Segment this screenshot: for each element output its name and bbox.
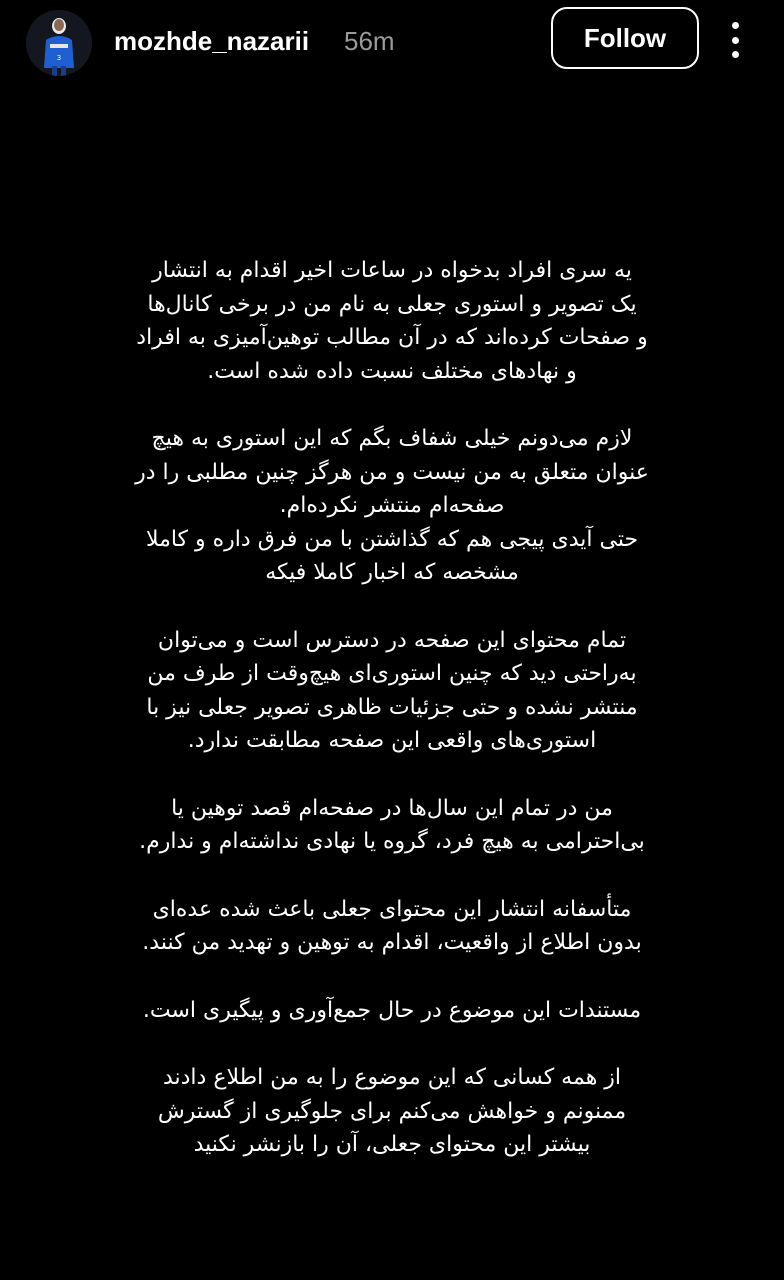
story-paragraph	[60, 1061, 724, 1162]
story-line: حتی آیدی پیجی هم که گذاشتن با من فرق داره و کاملا	[145, 526, 639, 552]
more-vertical-icon	[732, 51, 739, 58]
story-line: لازم می‌دونم خیلی شفاف بگم که این استوری به هیچ	[151, 426, 633, 451]
more-vertical-icon	[732, 22, 739, 29]
story-line: ممنونم و خواهش می‌کنم برای جلوگیری از گسترش	[157, 1098, 627, 1124]
story-line: از همه کسانی که این موضوع را به من اطلاع دادند	[162, 1065, 622, 1090]
story-paragraph	[60, 523, 724, 590]
story-paragraph	[60, 254, 724, 388]
story-username[interactable]: mozhde_nazarii	[114, 26, 310, 56]
svg-text:3: 3	[56, 54, 62, 62]
story-line: من در تمام این سال‌ها در صفحه‌ام قصد توهین یا	[171, 795, 613, 821]
story-line: به‌راحتی دید که چنین استوری‌ای هیچ‌وقت از طرف من	[147, 661, 637, 686]
story-timestamp: 56m	[344, 26, 395, 56]
story-line: یک تصویر و استوری جعلی به نام من در برخی کانال‌ها	[147, 291, 637, 317]
story-paragraph	[60, 994, 724, 1028]
story-line: منتشر نشده و حتی جزئیات ظاهری تصویر جعلی نیز با	[146, 694, 638, 720]
story-line: متأسفانه انتشار این محتوای جعلی باعث شده عده‌ای	[152, 896, 632, 922]
story-line: عنوان متعلق به من نیست و من هرگز چنین مطلبی را در	[135, 459, 649, 485]
story-line: و صفحات کرده‌اند که در آن مطالب توهین‌آمیزی به افراد	[136, 325, 648, 350]
story-line: استوری‌های واقعی این صفحه مطابقت ندارد.	[187, 728, 597, 753]
story-line: مستندات این موضوع در حال جمع‌آوری و پیگیری است.	[142, 997, 642, 1023]
story-line: مشخصه که اخبار کاملا فیکه	[265, 560, 519, 585]
story-paragraph	[60, 624, 724, 758]
story-line: یه سری افراد بدخواه در ساعات اخیر اقدام به انتشار	[152, 258, 632, 283]
more-vertical-icon	[732, 37, 739, 44]
story-line: بدون اطلاع از واقعیت، اقدام به توهین و تهدید من کنند.	[142, 930, 642, 955]
story-line: بی‌احترامی به هیچ فرد، گروه یا نهادی نداشته‌ام و ندارم.	[139, 829, 645, 854]
story-line: و نهادهای مختلف نسبت داده شده است.	[207, 358, 577, 384]
story-header	[0, 0, 784, 84]
follow-button[interactable]: Follow	[551, 7, 699, 69]
more-options-button[interactable]	[718, 16, 752, 64]
story-line: صفحه‌ام منتشر نکرده‌ام.	[279, 493, 505, 518]
story-line: تمام محتوای این صفحه در دسترس است و می‌توان	[157, 627, 627, 653]
profile-avatar[interactable]	[26, 10, 92, 76]
story-text-content	[60, 254, 724, 1196]
avatar-person-icon	[26, 10, 92, 76]
story-line: بیشتر این محتوای جعلی، آن را بازنشر نکنید	[193, 1132, 591, 1157]
story-paragraph	[60, 422, 724, 523]
story-paragraph	[60, 893, 724, 960]
story-paragraph	[60, 792, 724, 859]
